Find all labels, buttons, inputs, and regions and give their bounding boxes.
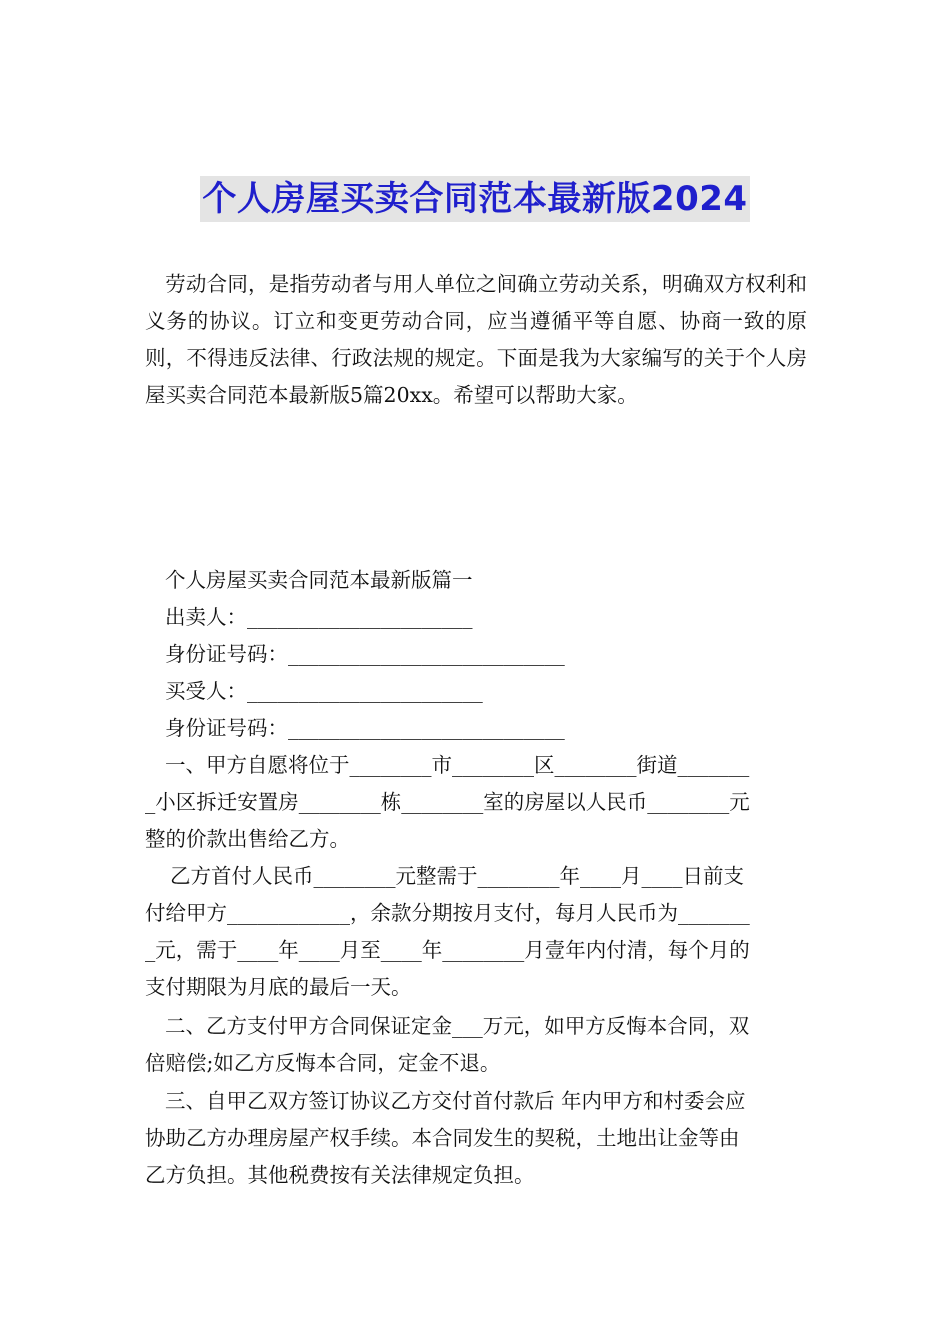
clause-1-line-2: _小区拆迁安置房________栋________室的房屋以人民币________元 [145,790,750,814]
seller-field: 出卖人：______________________ [165,605,473,629]
payment-line-3: _元，需于____年____月至____年________月壹年内付清，每个月的 [145,938,750,962]
clause-3-line-3: 乙方负担。其他税费按有关法律规定负担。 [145,1163,535,1187]
payment-line-4: 支付期限为月底的最后一天。 [145,975,412,999]
clause-2-line-1: 二、乙方支付甲方合同保证定金___万元，如甲方反悔本合同，双 [165,1014,750,1038]
buyer-field: 买受人：_______________________ [165,679,483,703]
clause-1-line-1: 一、甲方自愿将位于________市________区________街道_______ [165,753,750,777]
seller-id-field: 身份证号码：___________________________ [165,642,565,666]
intro-paragraph [145,266,807,414]
clause-1-line-3: 整的价款出售给乙方。 [145,827,350,851]
payment-line-2: 付给甲方____________，余款分期按月支付，每月人民币为_______ [145,901,750,925]
buyer-id-field: 身份证号码：___________________________ [165,716,565,740]
intro-text: 劳动合同，是指劳动者与用人单位之间确立劳动关系，明确双方权利和义务的协议。订立和变更劳动合同，应当遵循平等自愿、协商一致的原则，不得违反法律、行政法规的规定。下面是我为大家编写的关于个人房屋买卖合同范本最新版5篇20xx。希望可以帮助大家。 [145,272,807,407]
document-title: 个人房屋买卖合同范本最新版2024 [200,176,749,222]
payment-line-1: 乙方首付人民币________元整需于________年____月____日前支 [170,864,744,888]
section-heading: 个人房屋买卖合同范本最新版篇一 [165,568,473,592]
clause-3-line-1: 三、自甲乙双方签订协议乙方交付首付款后 年内甲方和村委会应 [165,1089,746,1113]
clause-2-line-2: 倍赔偿;如乙方反悔本合同，定金不退。 [145,1051,501,1075]
clause-3-line-2: 协助乙方办理房屋产权手续。本合同发生的契税，土地出让金等由 [145,1126,740,1150]
title-wrap [0,176,950,222]
